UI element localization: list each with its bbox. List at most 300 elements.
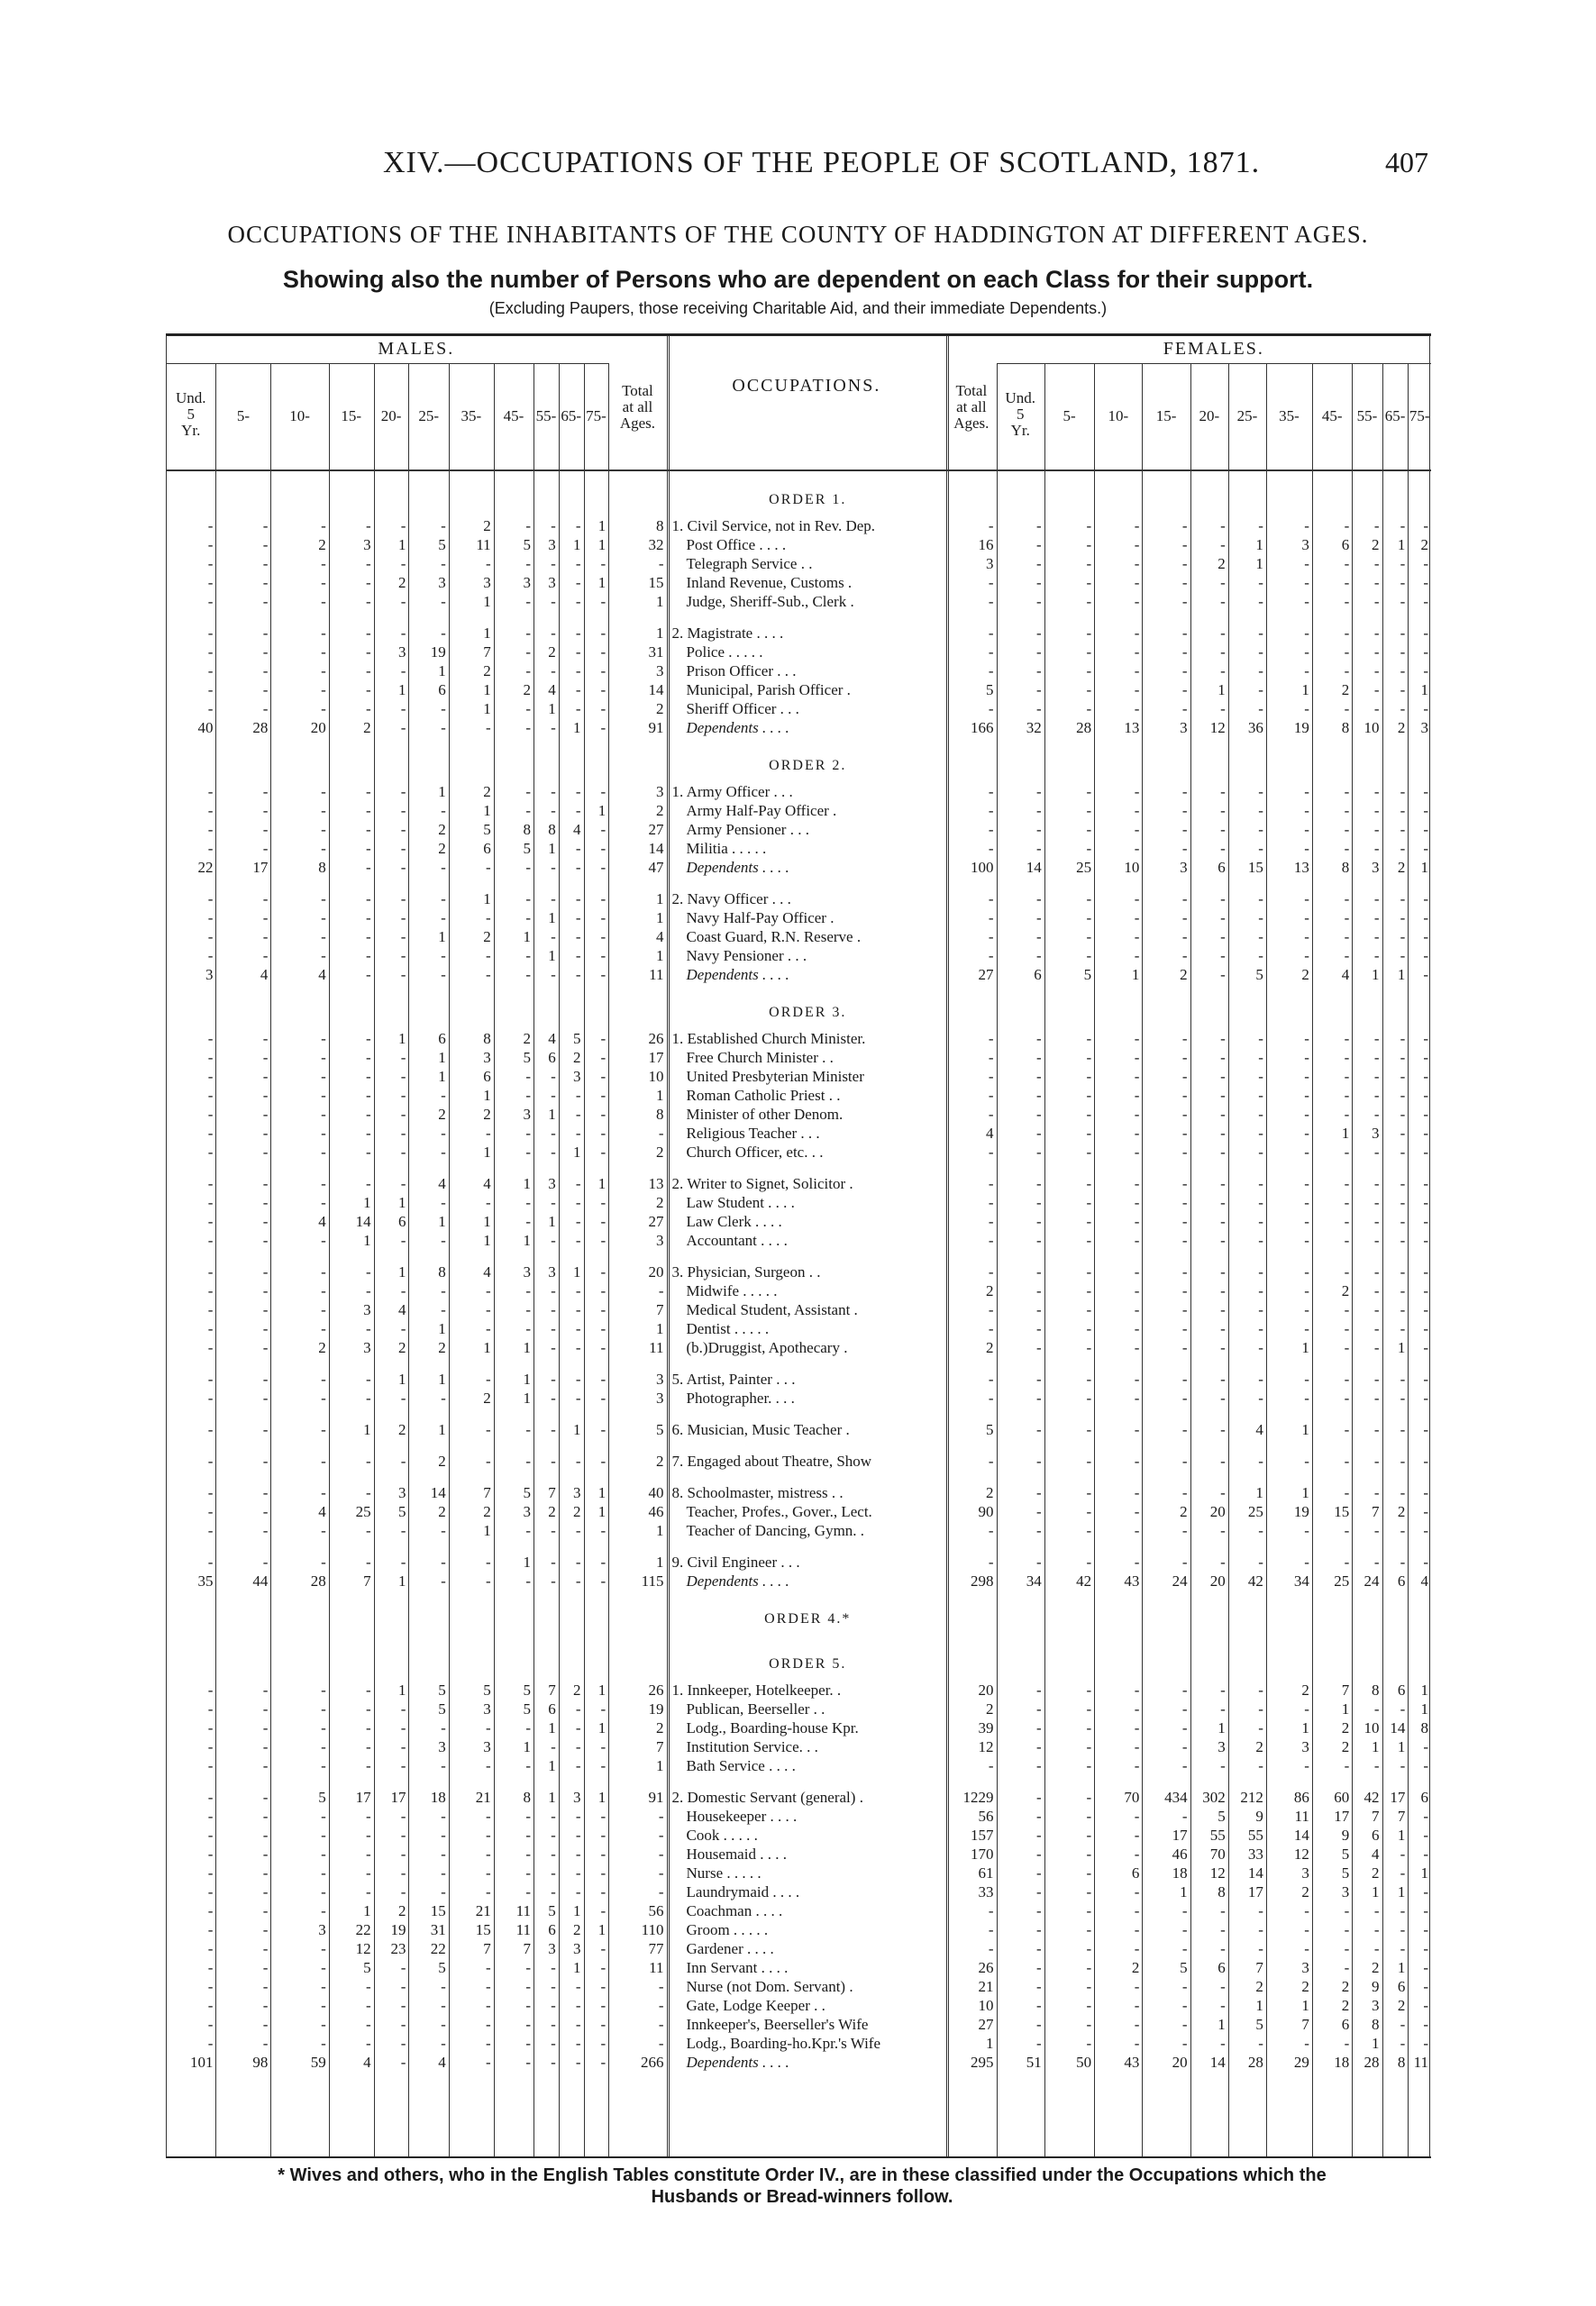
- female-count-cell: -: [1423, 1845, 1428, 1863]
- female-count-cell: -: [1220, 699, 1226, 717]
- female-count-cell: -: [1400, 1756, 1406, 1774]
- female-count-cell: 18: [1334, 2053, 1350, 2071]
- male-count-cell: -: [365, 1826, 371, 1844]
- female-total-cell: 1229: [962, 1788, 994, 1806]
- male-count-cell: -: [262, 1882, 269, 1900]
- occupation-cell: Publican, Beerseller . .: [686, 1700, 825, 1718]
- male-count-cell: 1: [397, 1370, 406, 1388]
- male-count-cell: 2: [572, 1502, 581, 1520]
- male-count-cell: -: [400, 1389, 406, 1407]
- female-count-cell: -: [1344, 927, 1350, 945]
- female-count-cell: -: [1344, 1420, 1350, 1438]
- female-count-cell: -: [1134, 1807, 1140, 1825]
- male-count-cell: 12: [355, 1939, 371, 1957]
- male-count-cell: -: [551, 1521, 556, 1539]
- female-count-cell: -: [1400, 820, 1406, 838]
- female-count-cell: 55: [1247, 1826, 1263, 1844]
- male-count-cell: -: [600, 718, 606, 736]
- occupations-header: OCCUPATIONS.: [732, 376, 881, 396]
- occupation-cell: Police . . . . .: [686, 643, 763, 661]
- male-count-cell: -: [575, 1370, 581, 1388]
- male-count-cell: -: [600, 1281, 606, 1299]
- male-count-cell: -: [262, 516, 269, 534]
- spacer-cell: [166, 1250, 1431, 1262]
- male-count-cell: 2: [483, 1105, 491, 1123]
- male-count-cell: -: [262, 1086, 269, 1104]
- male-count-cell: -: [400, 1996, 406, 2014]
- female-count-cell: -: [1373, 699, 1380, 717]
- female-total-cell: 61: [978, 1864, 994, 1882]
- female-count-cell: -: [1220, 1231, 1226, 1249]
- female-count-cell: -: [1086, 1420, 1092, 1438]
- female-count-cell: -: [1258, 699, 1263, 717]
- female-count-cell: -: [1373, 927, 1380, 945]
- male-total-cell: -: [658, 1977, 664, 1995]
- male-count-cell: -: [551, 1370, 556, 1388]
- female-count-cell: -: [1181, 1553, 1188, 1571]
- female-count-cell: -: [1344, 1756, 1350, 1774]
- male-count-cell: -: [551, 624, 556, 642]
- male-count-cell: -: [321, 624, 326, 642]
- female-count-cell: -: [1304, 1901, 1309, 1919]
- male-count-cell: -: [365, 1718, 371, 1736]
- male-count-cell: 1: [597, 516, 606, 534]
- male-count-cell: -: [262, 1996, 269, 2014]
- female-count-cell: -: [1036, 908, 1042, 926]
- occupation-cell: 3. Physician, Surgeon . .: [671, 1262, 821, 1281]
- female-count-cell: -: [1181, 1029, 1188, 1047]
- female-total-cell: 27: [978, 965, 994, 983]
- male-count-cell: -: [551, 661, 556, 679]
- male-count-cell: -: [262, 946, 269, 964]
- female-count-cell: -: [1220, 1700, 1226, 1718]
- male-count-cell: -: [575, 1826, 581, 1844]
- male-count-cell: -: [600, 554, 606, 572]
- female-total-cell: -: [988, 889, 994, 907]
- female-count-cell: -: [1258, 1718, 1263, 1736]
- male-count-cell: 7: [548, 1681, 556, 1699]
- male-count-cell: -: [486, 1996, 491, 2014]
- female-total-cell: -: [988, 1939, 994, 1957]
- female-count-cell: 25: [1334, 1572, 1350, 1590]
- male-count-cell: -: [400, 1105, 406, 1123]
- male-age-header: 10-: [289, 407, 310, 424]
- occupation-cell: Housemaid . . . .: [686, 1845, 787, 1863]
- footnote: * Wives and others, who in the English Tables constitute Order IV., are in these classified under the Occupations which the Husbands or Bread-winners follow.: [278, 2165, 1327, 2207]
- female-count-cell: -: [1036, 516, 1042, 534]
- female-count-cell: -: [1344, 1193, 1350, 1211]
- male-total-cell: -: [658, 1864, 664, 1882]
- occupation-cell: Nurse . . . . .: [686, 1864, 762, 1882]
- female-count-cell: -: [1181, 946, 1188, 964]
- table-row: [166, 1681, 1431, 1700]
- male-count-cell: 1: [523, 1338, 532, 1356]
- male-count-cell: 31: [430, 1920, 446, 1938]
- male-count-cell: 3: [523, 1105, 532, 1123]
- male-count-cell: -: [262, 1193, 269, 1211]
- male-total-cell: 1: [656, 624, 664, 642]
- female-count-cell: -: [1036, 1193, 1042, 1211]
- male-count-cell: -: [365, 661, 371, 679]
- male-count-cell: -: [575, 1300, 581, 1318]
- female-count-cell: 5: [1083, 965, 1092, 983]
- male-count-cell: -: [207, 1452, 214, 1470]
- male-count-cell: -: [365, 1807, 371, 1825]
- male-count-cell: -: [365, 782, 371, 800]
- male-count-cell: -: [400, 2015, 406, 2033]
- column-rule: [1408, 363, 1409, 2156]
- female-count-cell: -: [1036, 782, 1042, 800]
- female-count-cell: 5: [1341, 1845, 1350, 1863]
- spacer-cell: [166, 1775, 1431, 1788]
- female-total-cell: -: [988, 661, 994, 679]
- female-count-cell: 2: [1301, 1882, 1309, 1900]
- male-count-cell: 20: [310, 718, 326, 736]
- female-count-cell: 10: [1363, 718, 1380, 736]
- male-count-cell: -: [262, 782, 269, 800]
- male-count-cell: -: [262, 554, 269, 572]
- male-count-cell: -: [400, 1231, 406, 1249]
- occupation-cell: 2. Magistrate . . . .: [671, 624, 784, 642]
- male-count-cell: -: [525, 592, 532, 610]
- male-count-cell: 1: [363, 1231, 371, 1249]
- female-count-cell: -: [1258, 1067, 1263, 1085]
- male-total-cell: -: [658, 1826, 664, 1844]
- female-count-cell: -: [1344, 1920, 1350, 1938]
- male-count-cell: -: [321, 1958, 326, 1976]
- male-count-cell: 2: [363, 718, 371, 736]
- spacer-cell: [166, 1540, 1431, 1553]
- female-count-cell: -: [1036, 699, 1042, 717]
- female-count-cell: -: [1036, 1553, 1042, 1571]
- male-count-cell: -: [262, 1958, 269, 1976]
- male-count-cell: -: [400, 801, 406, 819]
- male-count-cell: -: [207, 1086, 214, 1104]
- male-total-cell: 7: [656, 1737, 664, 1755]
- female-count-cell: -: [1423, 1958, 1428, 1976]
- male-count-cell: -: [400, 1718, 406, 1736]
- male-count-cell: -: [262, 699, 269, 717]
- female-count-cell: -: [1400, 1420, 1406, 1438]
- female-count-cell: 7: [1397, 1807, 1406, 1825]
- male-count-cell: 5: [397, 1502, 406, 1520]
- male-count-cell: -: [262, 1939, 269, 1957]
- male-count-cell: -: [207, 820, 214, 838]
- female-count-cell: 6: [1131, 1864, 1140, 1882]
- female-count-cell: 86: [1293, 1788, 1309, 1806]
- occupation-cell: Lodg., Boarding-house Kpr.: [686, 1718, 859, 1736]
- occupation-cell: Medical Student, Assistant .: [686, 1300, 858, 1318]
- male-count-cell: -: [575, 889, 581, 907]
- male-count-cell: 1: [572, 1143, 581, 1161]
- male-count-cell: -: [321, 643, 326, 661]
- male-count-cell: -: [365, 1029, 371, 1047]
- female-count-cell: -: [1086, 535, 1092, 553]
- occupation-cell: 1. Civil Service, not in Rev. Dep.: [671, 516, 876, 534]
- male-count-cell: 5: [438, 1700, 446, 1718]
- male-count-cell: -: [321, 1281, 326, 1299]
- female-count-cell: 3: [1301, 535, 1309, 553]
- male-count-cell: 1: [523, 1231, 532, 1249]
- male-count-cell: -: [321, 699, 326, 717]
- female-total-cell: 90: [978, 1502, 994, 1520]
- female-count-cell: -: [1134, 1939, 1140, 1957]
- male-count-cell: -: [262, 839, 269, 857]
- table-row: [166, 2015, 1431, 2034]
- female-count-cell: -: [1036, 1788, 1042, 1806]
- male-count-cell: -: [321, 1845, 326, 1863]
- female-count-cell: 9: [1372, 1977, 1380, 1995]
- male-count-cell: -: [441, 1572, 446, 1590]
- male-count-cell: -: [575, 1864, 581, 1882]
- male-count-cell: 44: [252, 1572, 269, 1590]
- female-count-cell: -: [1086, 1788, 1092, 1806]
- male-count-cell: -: [207, 1338, 214, 1356]
- male-count-cell: -: [441, 1807, 446, 1825]
- female-count-cell: -: [1181, 1370, 1188, 1388]
- table-row: [166, 839, 1431, 858]
- male-count-cell: 5: [363, 1958, 371, 1976]
- female-count-cell: -: [1086, 1193, 1092, 1211]
- male-count-cell: -: [551, 1143, 556, 1161]
- female-count-cell: -: [1036, 535, 1042, 553]
- female-count-cell: -: [1134, 1389, 1140, 1407]
- female-count-cell: 5: [1255, 2015, 1263, 2033]
- male-count-cell: -: [525, 643, 532, 661]
- table-row: [166, 1996, 1431, 2015]
- female-count-cell: -: [1423, 1420, 1428, 1438]
- occupation-cell: Inn Servant . . . .: [686, 1958, 789, 1976]
- male-total-cell: 1: [656, 889, 664, 907]
- male-count-cell: -: [525, 908, 532, 926]
- spacer-cell: [166, 1408, 1431, 1420]
- male-count-cell: -: [551, 1572, 556, 1590]
- male-age-header: 65-: [561, 407, 582, 424]
- male-count-cell: -: [207, 927, 214, 945]
- female-count-cell: -: [1400, 1105, 1406, 1123]
- female-total-cell: 1: [986, 2034, 994, 2052]
- male-count-cell: 4: [318, 1502, 326, 1520]
- female-count-cell: -: [1344, 839, 1350, 857]
- female-count-cell: -: [1134, 889, 1140, 907]
- female-count-cell: -: [1304, 1939, 1309, 1957]
- male-count-cell: -: [400, 1452, 406, 1470]
- male-count-cell: 2: [397, 1420, 406, 1438]
- column-rule: [270, 363, 271, 2156]
- male-total-cell: 56: [648, 1901, 664, 1919]
- male-count-cell: -: [365, 1977, 371, 1995]
- occupation-cell: Law Student . . . .: [686, 1193, 795, 1211]
- male-count-cell: -: [321, 592, 326, 610]
- female-count-cell: 2: [1341, 1281, 1350, 1299]
- female-count-cell: -: [1086, 1143, 1092, 1161]
- spacer-cell: [946, 471, 1431, 516]
- male-total-cell: 19: [648, 1700, 664, 1718]
- female-count-cell: -: [1400, 1124, 1406, 1142]
- occupation-cell: Church Officer, etc. . .: [686, 1143, 824, 1161]
- male-count-cell: 4: [318, 965, 326, 983]
- male-count-cell: -: [365, 1553, 371, 1571]
- column-rule: [559, 363, 560, 2156]
- male-count-cell: 17: [355, 1788, 371, 1806]
- male-total-cell: 15: [648, 573, 664, 591]
- male-count-cell: -: [321, 1105, 326, 1123]
- male-count-cell: -: [321, 1067, 326, 1085]
- female-total-cell: -: [988, 1901, 994, 1919]
- male-count-cell: 4: [548, 680, 556, 698]
- female-count-cell: -: [1423, 1086, 1428, 1104]
- male-total-cell: 13: [648, 1174, 664, 1192]
- male-count-cell: 1: [523, 1370, 532, 1388]
- male-count-cell: 59: [310, 2053, 326, 2071]
- male-count-cell: -: [400, 965, 406, 983]
- male-count-cell: -: [321, 1029, 326, 1047]
- female-count-cell: -: [1344, 889, 1350, 907]
- female-count-cell: -: [1134, 1300, 1140, 1318]
- occupation-cell: 7. Engaged about Theatre, Show: [671, 1452, 872, 1470]
- female-count-cell: -: [1181, 535, 1188, 553]
- male-count-cell: -: [525, 1281, 532, 1299]
- female-count-cell: -: [1134, 801, 1140, 819]
- male-count-cell: -: [600, 1067, 606, 1085]
- female-count-cell: 1: [1397, 1882, 1406, 1900]
- female-count-cell: 3: [1301, 1864, 1309, 1882]
- female-count-cell: -: [1400, 1212, 1406, 1230]
- male-count-cell: -: [321, 1826, 326, 1844]
- male-count-cell: -: [486, 1845, 491, 1863]
- female-count-cell: 1: [1218, 2015, 1226, 2033]
- male-count-cell: -: [400, 1124, 406, 1142]
- female-count-cell: -: [1220, 1281, 1226, 1299]
- male-count-cell: -: [525, 1067, 532, 1085]
- male-count-cell: -: [321, 839, 326, 857]
- male-count-cell: -: [551, 1231, 556, 1249]
- table-row: [166, 1756, 1431, 1775]
- female-count-cell: -: [1220, 820, 1226, 838]
- occupation-cell: Dentist . . . . .: [686, 1319, 770, 1337]
- female-count-cell: -: [1400, 2034, 1406, 2052]
- male-count-cell: -: [321, 554, 326, 572]
- occupation-cell: Institution Service. . .: [686, 1737, 818, 1755]
- male-count-cell: 6: [548, 1700, 556, 1718]
- female-count-cell: -: [1086, 1300, 1092, 1318]
- column-rule: [408, 363, 409, 2156]
- male-count-cell: 1: [397, 1681, 406, 1699]
- female-count-cell: -: [1423, 1262, 1428, 1281]
- male-count-cell: -: [486, 1807, 491, 1825]
- female-count-cell: -: [1181, 2034, 1188, 2052]
- male-count-cell: -: [441, 1977, 446, 1995]
- female-count-cell: -: [1304, 946, 1309, 964]
- female-total-cell: -: [988, 1452, 994, 1470]
- female-count-cell: -: [1181, 516, 1188, 534]
- order-label: ORDER 2.: [769, 758, 847, 773]
- male-count-cell: 22: [355, 1920, 371, 1938]
- male-age-header: 35-: [461, 407, 482, 424]
- male-count-cell: 1: [397, 1572, 406, 1590]
- female-count-cell: -: [1036, 1977, 1042, 1995]
- occupation-cell: United Presbyterian Minister: [686, 1067, 864, 1085]
- female-count-cell: -: [1344, 573, 1350, 591]
- female-count-cell: 2: [1372, 1958, 1380, 1976]
- male-count-cell: 1: [548, 1718, 556, 1736]
- female-count-cell: -: [1423, 699, 1428, 717]
- order-label: ORDER 5.: [769, 1656, 847, 1672]
- male-count-cell: -: [575, 965, 581, 983]
- male-count-cell: -: [400, 1826, 406, 1844]
- male-count-cell: -: [575, 1553, 581, 1571]
- female-count-cell: 212: [1240, 1788, 1263, 1806]
- table-row: [166, 1370, 1431, 1389]
- male-count-cell: -: [441, 1864, 446, 1882]
- female-count-cell: 2: [1397, 1996, 1406, 2014]
- female-count-cell: 1: [1420, 1864, 1428, 1882]
- female-count-cell: -: [1220, 1174, 1226, 1192]
- male-count-cell: -: [321, 946, 326, 964]
- male-count-cell: -: [262, 1174, 269, 1192]
- female-count-cell: 20: [1172, 2053, 1188, 2071]
- male-count-cell: -: [400, 1281, 406, 1299]
- female-count-cell: -: [1423, 1281, 1428, 1299]
- female-count-cell: -: [1181, 592, 1188, 610]
- occupation-cell: Gate, Lodge Keeper . .: [686, 1996, 825, 2014]
- female-count-cell: -: [1220, 1901, 1226, 1919]
- female-count-cell: -: [1086, 680, 1092, 698]
- male-count-cell: 1: [483, 1143, 491, 1161]
- female-count-cell: -: [1400, 1193, 1406, 1211]
- female-count-cell: 3: [1180, 858, 1188, 876]
- male-count-cell: -: [486, 1864, 491, 1882]
- male-count-cell: -: [575, 554, 581, 572]
- male-count-cell: -: [321, 1864, 326, 1882]
- occupation-cell: Coast Guard, R.N. Reserve .: [686, 927, 862, 945]
- female-count-cell: -: [1304, 643, 1309, 661]
- female-count-cell: -: [1373, 1300, 1380, 1318]
- female-count-cell: -: [1220, 1193, 1226, 1211]
- male-count-cell: 11: [515, 1920, 532, 1938]
- table-row: [166, 1143, 1431, 1162]
- male-count-cell: -: [441, 1826, 446, 1844]
- female-count-cell: -: [1304, 699, 1309, 717]
- female-count-cell: 434: [1164, 1788, 1188, 1806]
- column-rule: [449, 363, 450, 2156]
- female-count-cell: -: [1258, 1370, 1263, 1388]
- female-count-cell: -: [1220, 1124, 1226, 1142]
- female-total-cell: -: [988, 592, 994, 610]
- female-count-cell: -: [1086, 2015, 1092, 2033]
- male-count-cell: -: [486, 1977, 491, 1995]
- male-count-cell: 4: [397, 1300, 406, 1318]
- female-total-cell: -: [988, 1048, 994, 1066]
- male-count-cell: -: [525, 782, 532, 800]
- male-count-cell: -: [551, 1193, 556, 1211]
- male-total-cell: -: [658, 1124, 664, 1142]
- female-count-cell: -: [1373, 801, 1380, 819]
- male-count-cell: -: [400, 946, 406, 964]
- male-count-cell: -: [321, 516, 326, 534]
- female-count-cell: -: [1304, 782, 1309, 800]
- female-count-cell: 43: [1124, 2053, 1140, 2071]
- male-count-cell: 1: [548, 946, 556, 964]
- female-count-cell: -: [1304, 908, 1309, 926]
- male-count-cell: -: [600, 1756, 606, 1774]
- female-count-cell: -: [1373, 1939, 1380, 1957]
- female-count-cell: 1: [1420, 1700, 1428, 1718]
- male-count-cell: -: [262, 1920, 269, 1938]
- male-count-cell: 2: [572, 1920, 581, 1938]
- male-count-cell: -: [207, 1048, 214, 1066]
- female-count-cell: -: [1134, 1370, 1140, 1388]
